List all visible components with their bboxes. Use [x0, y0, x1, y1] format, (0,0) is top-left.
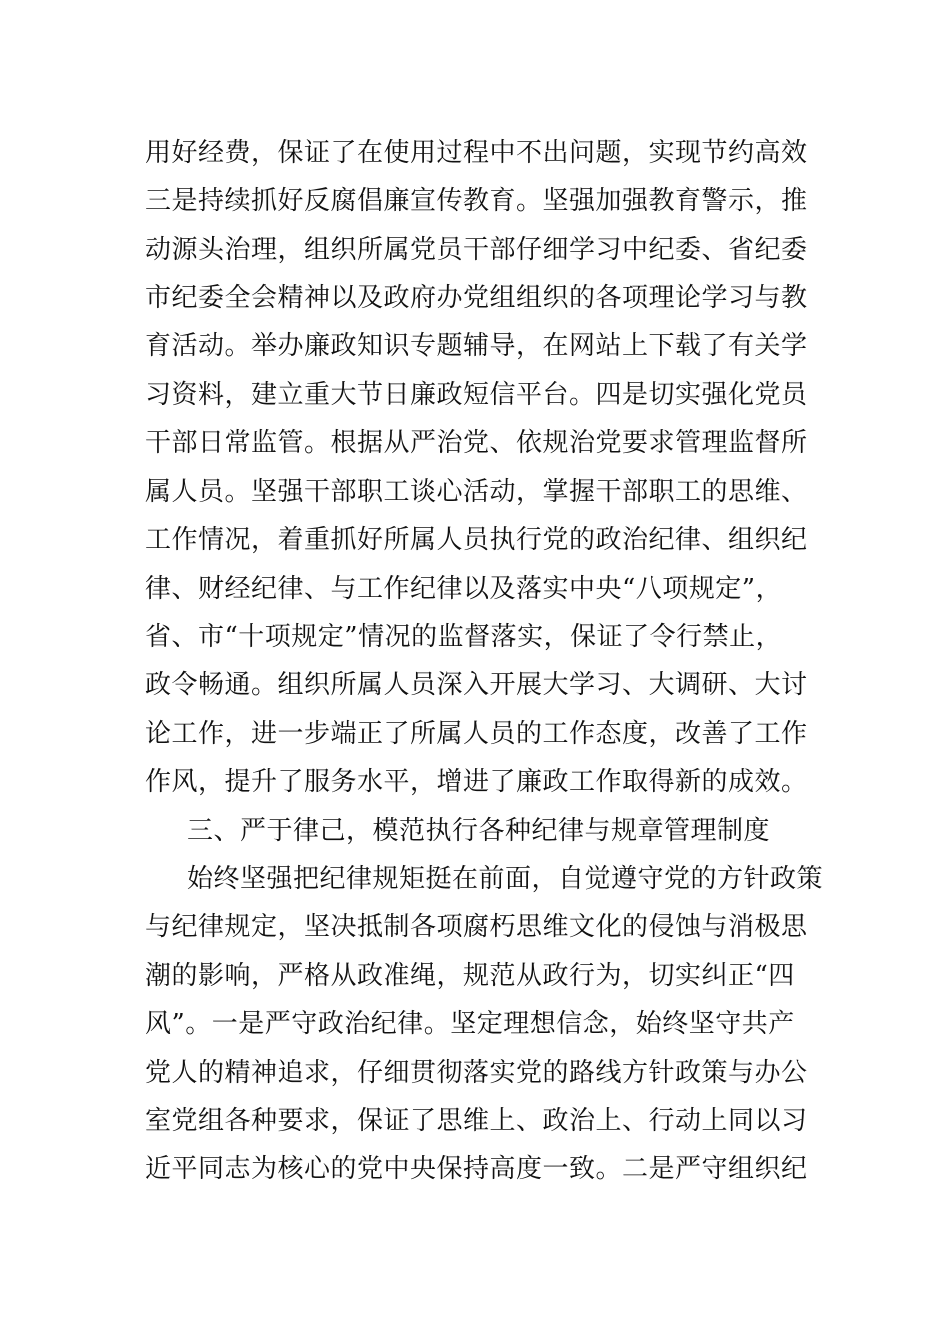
text-line: 三是持续抓好反腐倡廉宣传教育。坚强加强教育警示，推 [145, 186, 808, 216]
text-line: 律、财经纪律、与工作纪律以及落实中央“八项规定”， [145, 574, 783, 604]
text-line: 用好经费，保证了在使用过程中不出问题，实现节约高效 [145, 138, 808, 168]
text-line: 市纪委全会精神以及政府办党组组织的各项理论学习与教 [145, 283, 808, 313]
text-line: 作风，提升了服务水平，增进了廉政工作取得新的成效。 [145, 767, 808, 797]
text-line: 近平同志为核心的党中央保持高度一致。二是严守组织纪 [145, 1154, 808, 1184]
text-line: 始终坚强把纪律规矩挺在前面，自觉遵守党的方针政策 [187, 864, 824, 894]
text-line: 动源头治理，组织所属党员干部仔细学习中纪委、省纪委 [145, 235, 808, 265]
section-heading: 三、严于律己，模范执行各种纪律与规章管理制度 [187, 816, 771, 846]
text-line: 政令畅通。组织所属人员深入开展大学习、大调研、大讨 [145, 670, 808, 700]
text-line: 习资料，建立重大节日廉政短信平台。四是切实强化党员 [145, 380, 808, 410]
text-line: 与纪律规定，坚决抵制各项腐朽思维文化的侵蚀与消极思 [145, 912, 808, 942]
text-line: 干部日常监管。根据从严治党、依规治党要求管理监督所 [145, 428, 808, 458]
text-line: 风”。一是严守政治纪律。坚定理想信念，始终坚守共产 [145, 1009, 795, 1039]
text-line: 论工作，进一步端正了所属人员的工作态度，改善了工作 [145, 719, 808, 749]
text-line: 工作情况，着重抓好所属人员执行党的政治纪律、组织纪 [145, 525, 808, 555]
text-line: 育活动。举办廉政知识专题辅导，在网站上下载了有关学 [145, 331, 808, 361]
text-line: 党人的精神追求，仔细贯彻落实党的路线方针政策与办公 [145, 1058, 808, 1088]
text-line: 属人员。坚强干部职工谈心活动，掌握干部职工的思维、 [145, 477, 808, 507]
text-line: 省、市“十项规定”情况的监督落实，保证了令行禁止， [145, 622, 783, 652]
text-line: 室党组各种要求，保证了思维上、政治上、行动上同以习 [145, 1106, 808, 1136]
text-line: 潮的影响，严格从政准绳，规范从政行为，切实纠正“四 [145, 961, 795, 991]
